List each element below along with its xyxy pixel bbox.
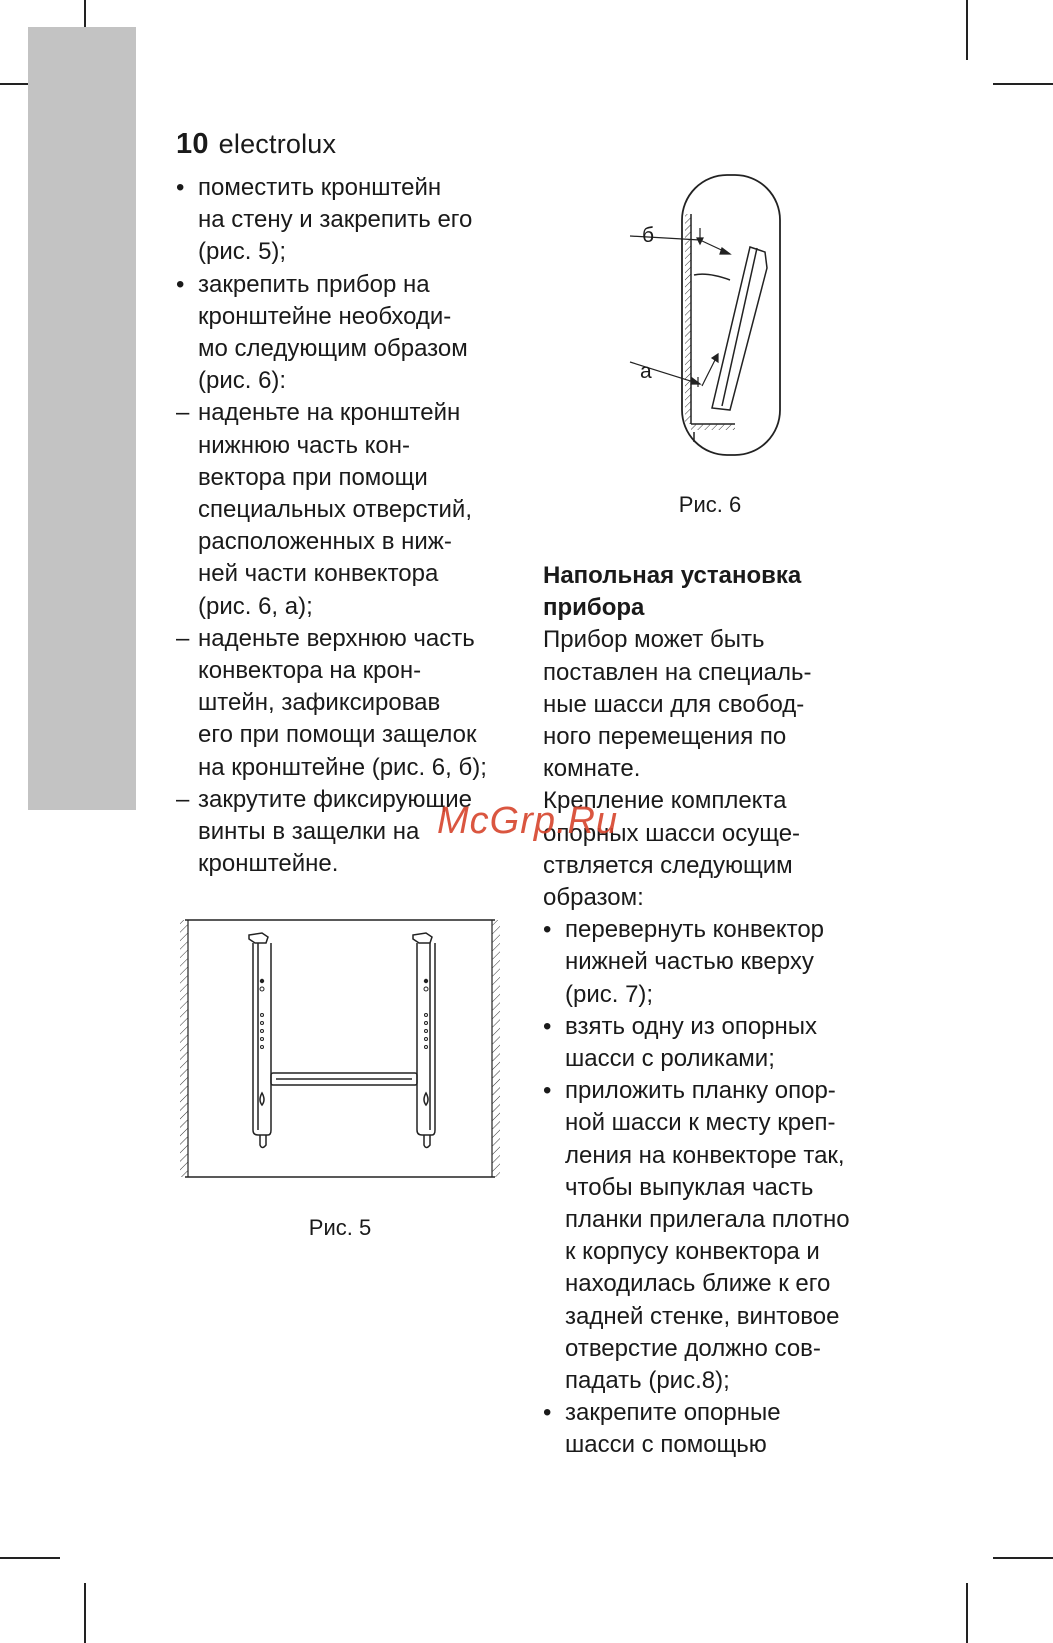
figure-5-bracket-drawing	[180, 915, 500, 1180]
text-line: шасси с роликами;	[565, 1045, 775, 1073]
bullet-marker: •	[543, 1399, 552, 1427]
page-number: 10	[176, 128, 209, 160]
text-line: наденьте на кронштейн	[198, 399, 461, 427]
list-item	[543, 914, 903, 1011]
text-line: закрепить прибор на	[198, 270, 430, 298]
bullet-marker: •	[176, 270, 185, 298]
bullet-marker: •	[543, 1012, 552, 1040]
dash-marker: –	[176, 399, 190, 427]
text-line: специальных отверстий,	[198, 496, 472, 524]
list-item	[543, 1011, 903, 1075]
list-item	[176, 269, 516, 398]
text-line: ного перемещения по	[543, 723, 787, 751]
list-item	[543, 1075, 903, 1397]
text-line: находилась ближе к его	[565, 1270, 831, 1298]
list-item	[176, 172, 516, 269]
text-line: перевернуть конвектор	[565, 916, 825, 944]
figure-6-label-b: б	[642, 224, 655, 247]
dash-marker: –	[176, 624, 190, 652]
text-line: нижней частью кверху	[565, 948, 814, 976]
crop-mark	[993, 83, 1053, 85]
text-line: его при помощи защелок	[198, 721, 477, 749]
figure-6-caption: Рис. 6	[678, 492, 742, 517]
bullet-marker: •	[543, 1077, 552, 1105]
text-line: планки прилегала плотно	[565, 1206, 850, 1234]
figure-5-caption: Рис. 5	[308, 1215, 372, 1240]
text-line: шасси с помощью	[565, 1431, 767, 1459]
text-line: винты в защелки на	[198, 818, 420, 846]
figure-6-label-a: а	[640, 360, 652, 383]
text-line: (рис. 6, а);	[198, 592, 313, 620]
figure-6-side-view-drawing	[630, 172, 790, 457]
text-line: вектора при помощи	[198, 463, 428, 491]
text-line: опорных шасси осуще-	[543, 819, 801, 847]
text-line: образом:	[543, 884, 644, 912]
dash-marker: –	[176, 785, 190, 813]
crop-mark	[966, 0, 968, 60]
text-line: взять одну из опорных	[565, 1012, 818, 1040]
text-line: ствляется следующим	[543, 851, 793, 879]
text-line: (рис. 7);	[565, 980, 654, 1008]
crop-mark	[993, 1557, 1053, 1559]
list-item	[176, 397, 516, 622]
page-header	[176, 128, 336, 161]
list-item	[176, 623, 516, 784]
text-line: к корпусу конвектора и	[565, 1238, 820, 1266]
right-column	[543, 560, 903, 1462]
text-line: (рис. 5);	[198, 238, 287, 266]
text-line: (рис. 6):	[198, 367, 287, 395]
bullet-marker: •	[543, 916, 552, 944]
crop-mark	[84, 1583, 86, 1643]
text-line: задней стенке, винтовое	[565, 1302, 840, 1330]
section-heading: Напольная установка	[543, 562, 802, 589]
bullet-marker: •	[176, 174, 185, 201]
text-line: Прибор может быть	[543, 626, 765, 654]
text-line: расположенных в ниж-	[198, 528, 452, 556]
list-item	[543, 1397, 903, 1461]
text-line: поставлен на специаль-	[543, 658, 812, 686]
text-line: комнате.	[543, 755, 641, 783]
crop-mark	[966, 1583, 968, 1643]
text-line: чтобы выпуклая часть	[565, 1173, 814, 1201]
text-line: кронштейне необходи-	[198, 302, 452, 330]
text-line: нижнюю часть кон-	[198, 431, 411, 459]
text-line: кронштейне.	[198, 850, 339, 878]
text-line: конвектора на крон-	[198, 657, 422, 685]
crop-mark	[0, 1557, 60, 1559]
text-line: поместить кронштейн	[198, 174, 442, 201]
text-line: ной шасси к месту креп-	[565, 1109, 836, 1137]
watermark: McGrp.Ru	[437, 800, 619, 842]
text-line: падать (рис.8);	[565, 1367, 730, 1395]
brand-name: electrolux	[218, 129, 337, 159]
text-line: ней части конвектора	[198, 560, 439, 588]
text-line: на стену и закрепить его	[198, 206, 473, 234]
text-line: ные шасси для свобод-	[543, 690, 805, 718]
text-line: мо следующим образом	[198, 335, 468, 363]
text-line: закрепите опорные	[565, 1399, 781, 1427]
text-line: на кронштейне (рис. 6, б);	[198, 753, 487, 781]
text-line: отверстие должно сов-	[565, 1334, 821, 1362]
text-line: приложить планку опор-	[565, 1077, 836, 1105]
text-line: Крепление комплекта	[543, 787, 787, 815]
text-line: закрутите фиксирующие	[198, 785, 472, 813]
text-line: наденьте верхнюю часть	[198, 624, 475, 652]
text-line: штейн, зафиксировав	[198, 689, 441, 717]
chapter-side-tab	[28, 27, 136, 810]
left-column	[176, 172, 516, 880]
section-heading: прибора	[543, 594, 645, 622]
text-line: ления на конвекторе так,	[565, 1141, 845, 1169]
